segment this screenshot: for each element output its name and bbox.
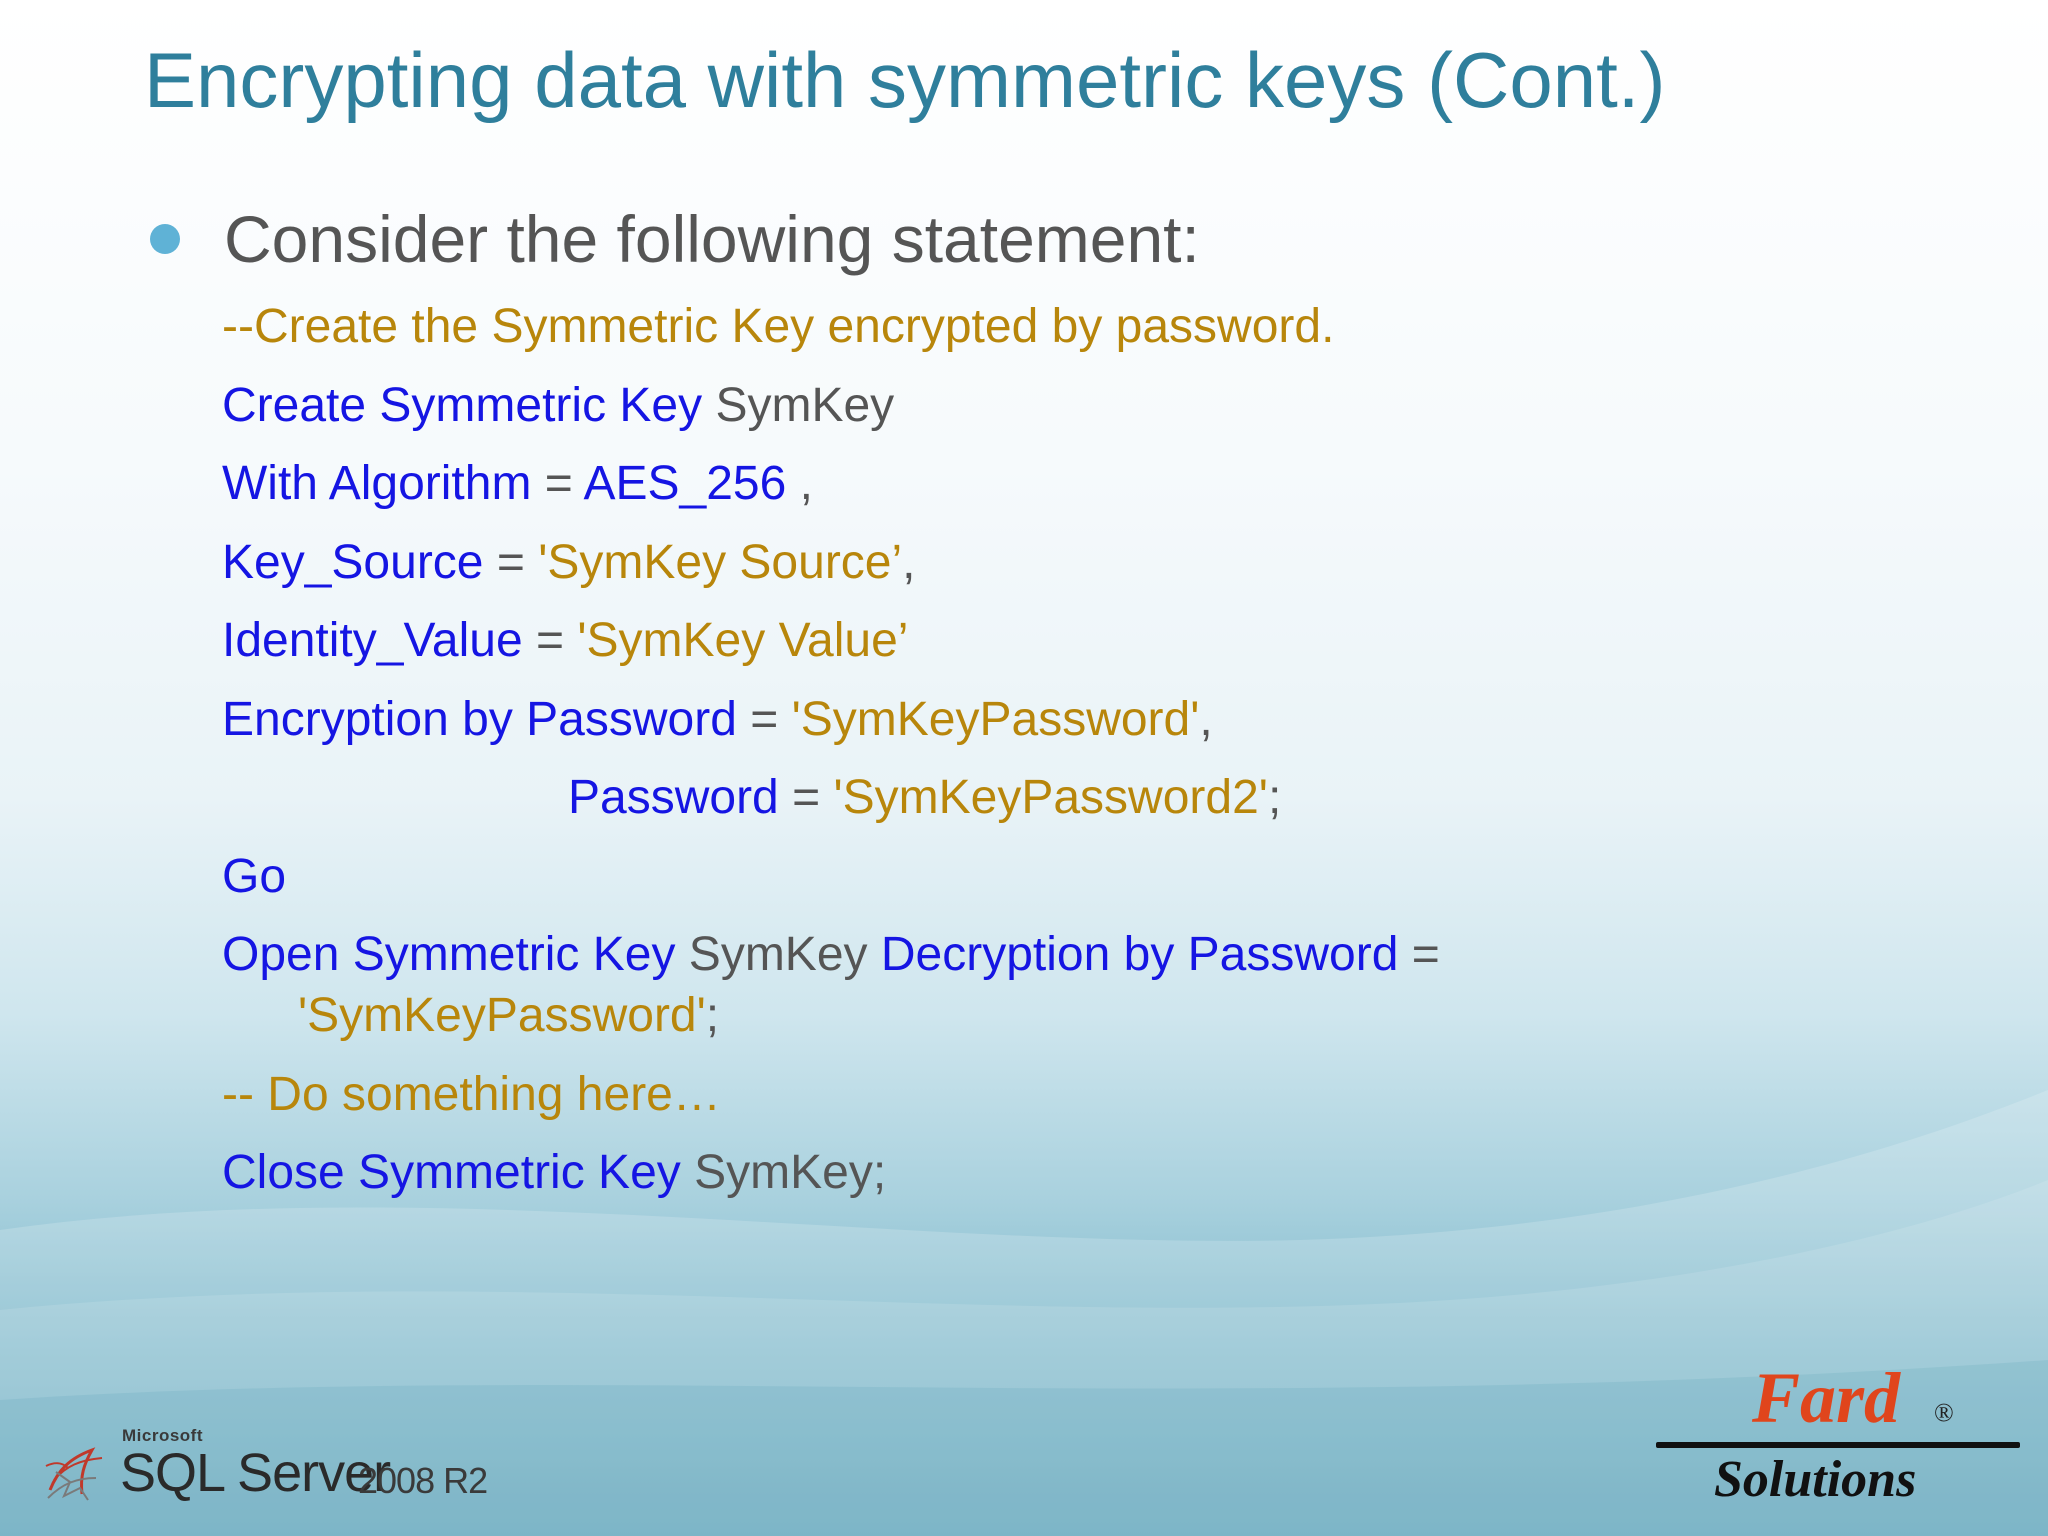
- code-string: 'SymKey Source’: [538, 535, 903, 589]
- code-line-close-key: [222, 1144, 1782, 1223]
- registered-mark: ®: [1934, 1398, 1954, 1427]
- bullet-dot-icon: [150, 224, 180, 254]
- code-identifier: SymKey;: [680, 1146, 887, 1199]
- logo-divider: [1656, 1442, 2020, 1448]
- code-punctuation: ;: [705, 989, 720, 1042]
- code-block: [222, 298, 1782, 1223]
- fard-logo-top: Fard: [1752, 1358, 1901, 1438]
- code-string: 'SymKeyPassword': [791, 692, 1200, 746]
- sql-server-bird-icon: [40, 1420, 116, 1504]
- code-keyword: Identity_Value: [222, 614, 523, 667]
- code-punctuation: ,: [902, 535, 916, 589]
- code-keyword: Key_Source: [222, 535, 484, 589]
- code-keyword: Close Symmetric Key: [222, 1146, 681, 1199]
- slide-title: Encrypting data with symmetric keys (Cont.): [144, 36, 1666, 124]
- sql-server-logo: [40, 1420, 500, 1520]
- code-keyword: Open Symmetric Key: [222, 928, 676, 981]
- code-line-comment-create: [222, 298, 1782, 377]
- code-punctuation: ,: [1199, 692, 1213, 746]
- code-operator: =: [522, 614, 578, 667]
- code-line-password2: [222, 769, 1782, 848]
- code-punctuation: ;: [1267, 771, 1282, 824]
- sql-server-microsoft-label: Microsoft: [122, 1426, 203, 1445]
- code-operator: =: [736, 692, 792, 746]
- code-keyword: Encryption by Password: [222, 692, 737, 746]
- code-string: 'SymKeyPassword': [298, 989, 706, 1042]
- code-comment: --Create the Symmetric Key encrypted by password.: [222, 300, 1335, 353]
- code-line-key-source: [222, 534, 1782, 613]
- code-line-create-key: [222, 377, 1782, 456]
- code-identifier: SymKey: [702, 378, 895, 432]
- code-operator: =: [531, 457, 584, 510]
- code-operator: =: [483, 535, 539, 589]
- code-punctuation: ,: [786, 457, 813, 510]
- code-line-go: [222, 848, 1782, 927]
- code-keyword: Decryption by Password: [880, 928, 1399, 981]
- code-string: 'SymKey Value’: [577, 614, 909, 667]
- code-line-open-key-continued: [222, 987, 1782, 1066]
- code-operator: =: [1398, 928, 1440, 981]
- code-keyword: With Algorithm: [222, 457, 532, 510]
- code-keyword: Password: [568, 771, 779, 824]
- fard-solutions-logo: [1656, 1358, 2022, 1512]
- code-identifier: SymKey: [675, 928, 881, 981]
- code-keyword: Go: [222, 849, 287, 903]
- sql-server-name: SQL Server: [120, 1443, 391, 1503]
- code-line-identity-value: [222, 612, 1782, 691]
- code-line-encryption-password: [222, 691, 1782, 770]
- code-string: 'SymKeyPassword2': [833, 771, 1268, 824]
- sql-server-version: 2008 R2: [358, 1460, 488, 1501]
- code-keyword: Create Symmetric Key: [222, 378, 703, 432]
- code-comment: -- Do something here…: [222, 1067, 721, 1121]
- bullet-text: Consider the following statement:: [224, 202, 1200, 276]
- fard-logo-bottom: Solutions: [1714, 1451, 1917, 1508]
- code-keyword: AES_256: [583, 457, 787, 510]
- code-line-algorithm: [222, 455, 1782, 534]
- code-line-comment-do-something: [222, 1066, 1782, 1145]
- code-line-open-key: [222, 926, 1782, 987]
- code-operator: =: [778, 771, 834, 824]
